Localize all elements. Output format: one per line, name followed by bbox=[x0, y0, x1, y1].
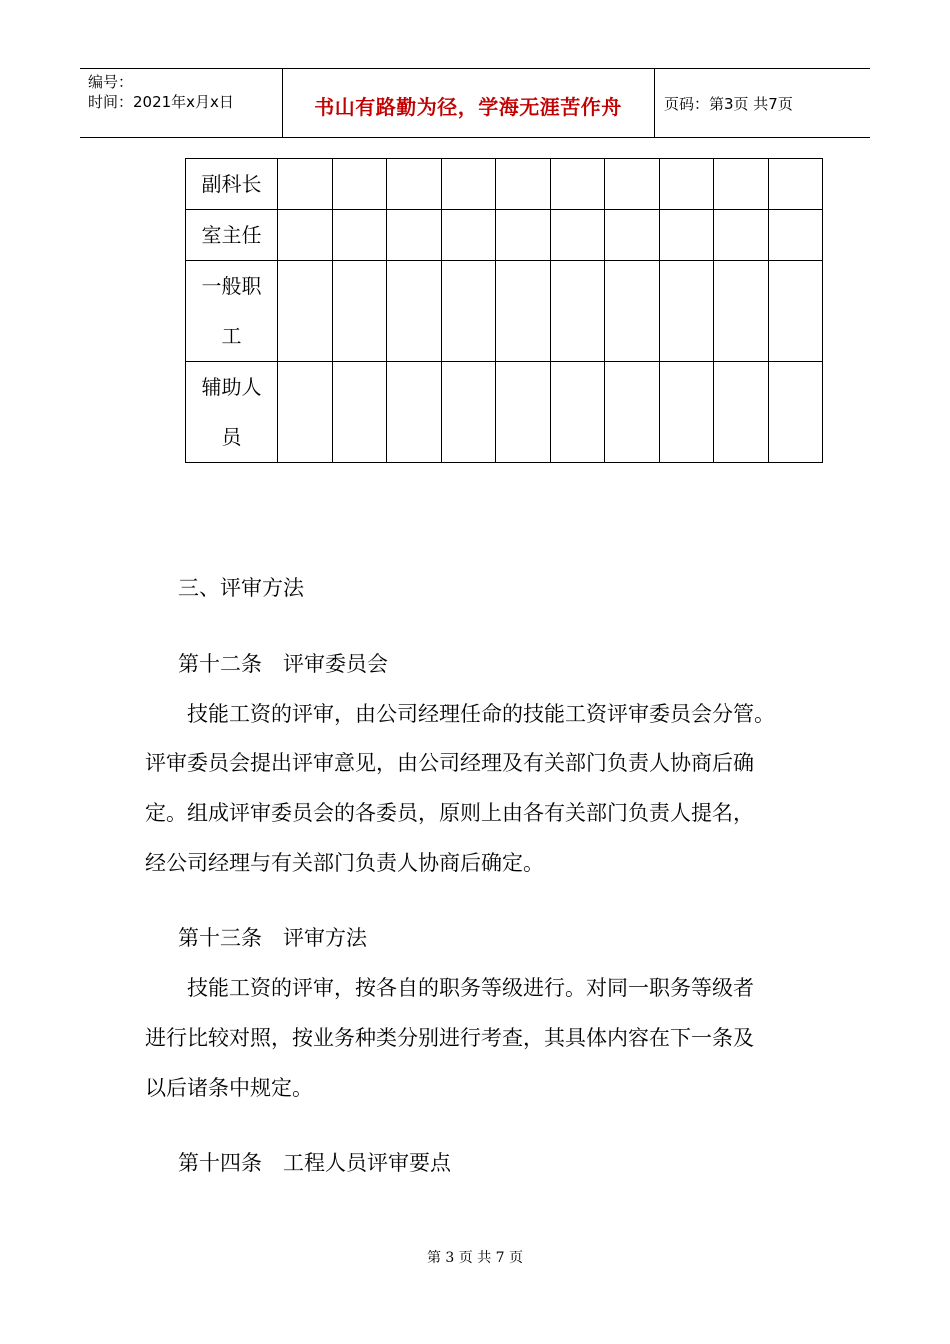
article-12-line: 评审委员会提出评审意见，由公司经理及有关部门负责人协商后确 bbox=[145, 751, 754, 775]
section-heading: 三、评审方法 bbox=[178, 576, 304, 600]
table-row bbox=[186, 159, 823, 210]
header-motto-cell bbox=[282, 69, 655, 137]
motto-text: 书山有路勤为径，学海无涯苦作舟 bbox=[314, 95, 622, 119]
row-label: 一般职 工 bbox=[186, 261, 278, 362]
row-label: 室主任 bbox=[186, 210, 278, 261]
number-label: 编号： bbox=[88, 73, 134, 91]
article-13-title: 第十三条 评审方法 bbox=[178, 926, 367, 950]
article-12-title: 第十二条 评审委员会 bbox=[178, 652, 388, 676]
article-13-line: 技能工资的评审，按各自的职务等级进行。对同一职务等级者 bbox=[166, 976, 754, 1000]
page-footer: 第 3 页 共 7 页 bbox=[426, 1250, 524, 1266]
position-table bbox=[185, 158, 823, 463]
row-label: 副科长 bbox=[186, 159, 278, 210]
table-row bbox=[186, 261, 823, 362]
table-row bbox=[186, 210, 823, 261]
time-label: 时间：2021年x月x日 bbox=[88, 93, 234, 111]
article-13-line: 进行比较对照，按业务种类分别进行考查，其具体内容在下一条及 bbox=[145, 1026, 754, 1050]
page-header bbox=[80, 68, 870, 138]
article-12-line: 技能工资的评审，由公司经理任命的技能工资评审委员会分管。 bbox=[166, 702, 775, 726]
article-12-line: 定。组成评审委员会的各委员，原则上由各有关部门负责人提名， bbox=[145, 801, 754, 825]
table-row bbox=[186, 362, 823, 463]
article-13-line: 以后诸条中规定。 bbox=[145, 1076, 313, 1100]
article-14-title: 第十四条 工程人员评审要点 bbox=[178, 1151, 451, 1175]
article-12-line: 经公司经理与有关部门负责人协商后确定。 bbox=[145, 851, 544, 875]
row-label: 辅助人 员 bbox=[186, 362, 278, 463]
header-meta bbox=[80, 69, 283, 137]
page-info: 页码：第3页 共7页 bbox=[664, 95, 793, 113]
